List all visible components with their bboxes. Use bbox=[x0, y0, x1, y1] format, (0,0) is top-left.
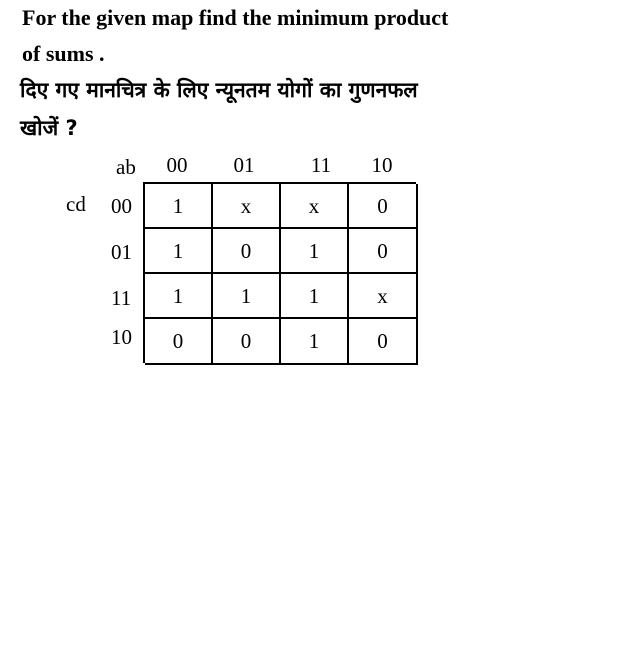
kmap-cell: 1 bbox=[213, 274, 281, 319]
kmap-col-variable-label: ab bbox=[116, 155, 136, 179]
question-english-line-2: of sums . bbox=[22, 41, 105, 66]
question-hindi-line-1: दिए गए मानचित्र के लिए न्यूनतम योगों का गुणनफल bbox=[20, 78, 418, 102]
kmap-col-header: 10 bbox=[371, 153, 393, 177]
kmap-grid bbox=[143, 182, 416, 363]
kmap-row-header: 11 bbox=[111, 286, 132, 310]
kmap-col-header: 01 bbox=[233, 153, 255, 177]
question-hindi-line-2: खोजें ? bbox=[20, 116, 78, 140]
kmap-row-header: 01 bbox=[111, 240, 132, 264]
kmap-cell: 1 bbox=[281, 229, 349, 274]
question-english-line-1: For the given map find the minimum product bbox=[22, 5, 449, 30]
kmap-cell: x bbox=[281, 184, 349, 229]
kmap-cell: 0 bbox=[213, 319, 281, 365]
kmap-cell: 0 bbox=[213, 229, 281, 274]
kmap-cell: 0 bbox=[349, 184, 418, 229]
kmap-col-header: 00 bbox=[166, 153, 188, 177]
kmap-cell: x bbox=[213, 184, 281, 229]
kmap-cell: 0 bbox=[145, 319, 213, 365]
kmap-cell: 1 bbox=[281, 319, 349, 365]
kmap-cell: 1 bbox=[145, 184, 213, 229]
kmap-cell: 1 bbox=[281, 274, 349, 319]
kmap-cell: 0 bbox=[349, 319, 418, 365]
kmap-row-header: 00 bbox=[111, 194, 132, 218]
kmap-cell: 1 bbox=[145, 229, 213, 274]
kmap-row-header: 10 bbox=[111, 325, 132, 349]
kmap-col-header: 11 bbox=[310, 153, 332, 177]
kmap-cell: 1 bbox=[145, 274, 213, 319]
kmap-cell: 0 bbox=[349, 229, 418, 274]
kmap-row-variable-label: cd bbox=[66, 192, 86, 216]
kmap-cell: x bbox=[349, 274, 418, 319]
